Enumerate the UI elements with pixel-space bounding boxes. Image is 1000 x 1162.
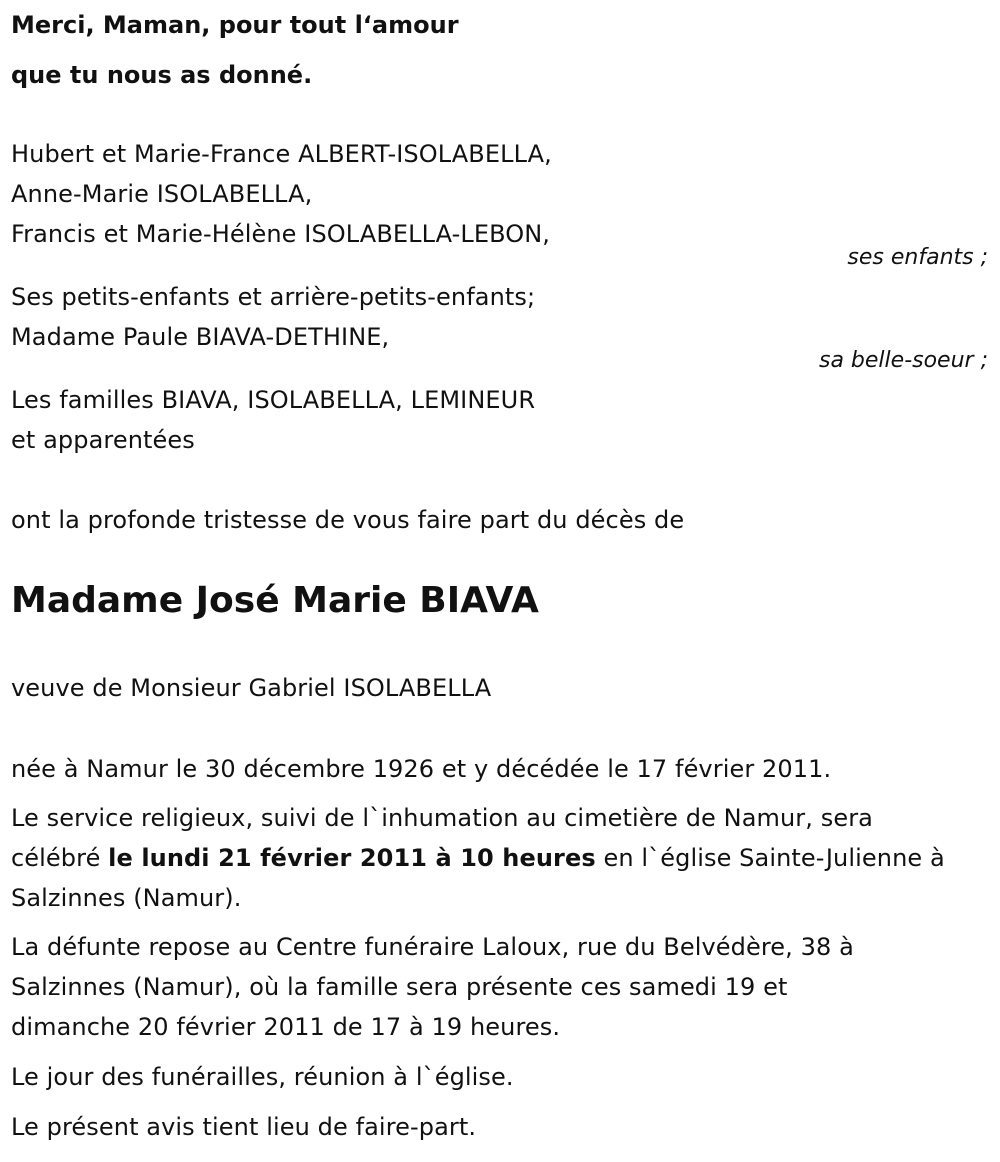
deceased-name: Madame José Marie BIAVA (11, 580, 539, 621)
service-line-3: Salzinnes (Namur). (11, 884, 242, 912)
sister-in-law-role: sa belle-soeur ; (819, 348, 988, 373)
visitation-line-3: dimanche 20 février 2011 de 17 à 19 heures. (11, 1013, 561, 1041)
service-line-2-post: en l`église Sainte-Julienne à (595, 844, 945, 872)
epigraph (11, 0, 459, 100)
epigraph-line-1: Merci, Maman, pour tout l‘amour (11, 11, 459, 39)
child-line-2: Anne-Marie ISOLABELLA, (11, 180, 313, 208)
child-line-3: Francis et Marie-Hélène ISOLABELLA-LEBON, (11, 220, 551, 248)
families-line-2: et apparentées (11, 426, 195, 454)
visitation-paragraph (11, 927, 854, 1047)
service-line-2 (11, 838, 945, 878)
children-list (11, 134, 552, 254)
grandchildren-line-1: Ses petits-enfants et arrière-petits-enfants; (11, 283, 536, 311)
visitation-line-2: Salzinnes (Namur), où la famille sera présente ces samedi 19 et (11, 973, 788, 1001)
service-line-1: Le service religieux, suivi de l`inhumation au cimetière de Namur, sera (11, 804, 873, 832)
grandchildren-block (11, 277, 535, 357)
families-block (11, 380, 535, 460)
service-line-2-pre: célébré (11, 844, 109, 872)
epigraph-line-2: que tu nous as donné. (11, 61, 313, 89)
child-line-1: Hubert et Marie-France ALBERT-ISOLABELLA, (11, 140, 552, 168)
service-date-time: le lundi 21 février 2011 à 10 heures (108, 844, 596, 872)
funeral-day: Le jour des funérailles, réunion à l`église. (11, 1063, 514, 1091)
grandchildren-line-2: Madame Paule BIAVA-DETHINE, (11, 323, 390, 351)
visitation-line-1: La défunte repose au Centre funéraire Laloux, rue du Belvédère, 38 à (11, 933, 854, 961)
notice-text: Le présent avis tient lieu de faire-part. (11, 1113, 477, 1141)
service-paragraph (11, 798, 945, 918)
birth-death: née à Namur le 30 décembre 1926 et y décédée le 17 février 2011. (11, 755, 832, 783)
children-role: ses enfants ; (847, 245, 988, 270)
announcement-text: ont la profonde tristesse de vous faire part du décès de (11, 506, 685, 534)
widow-of: veuve de Monsieur Gabriel ISOLABELLA (11, 674, 492, 702)
families-line-1: Les familles BIAVA, ISOLABELLA, LEMINEUR (11, 386, 536, 414)
